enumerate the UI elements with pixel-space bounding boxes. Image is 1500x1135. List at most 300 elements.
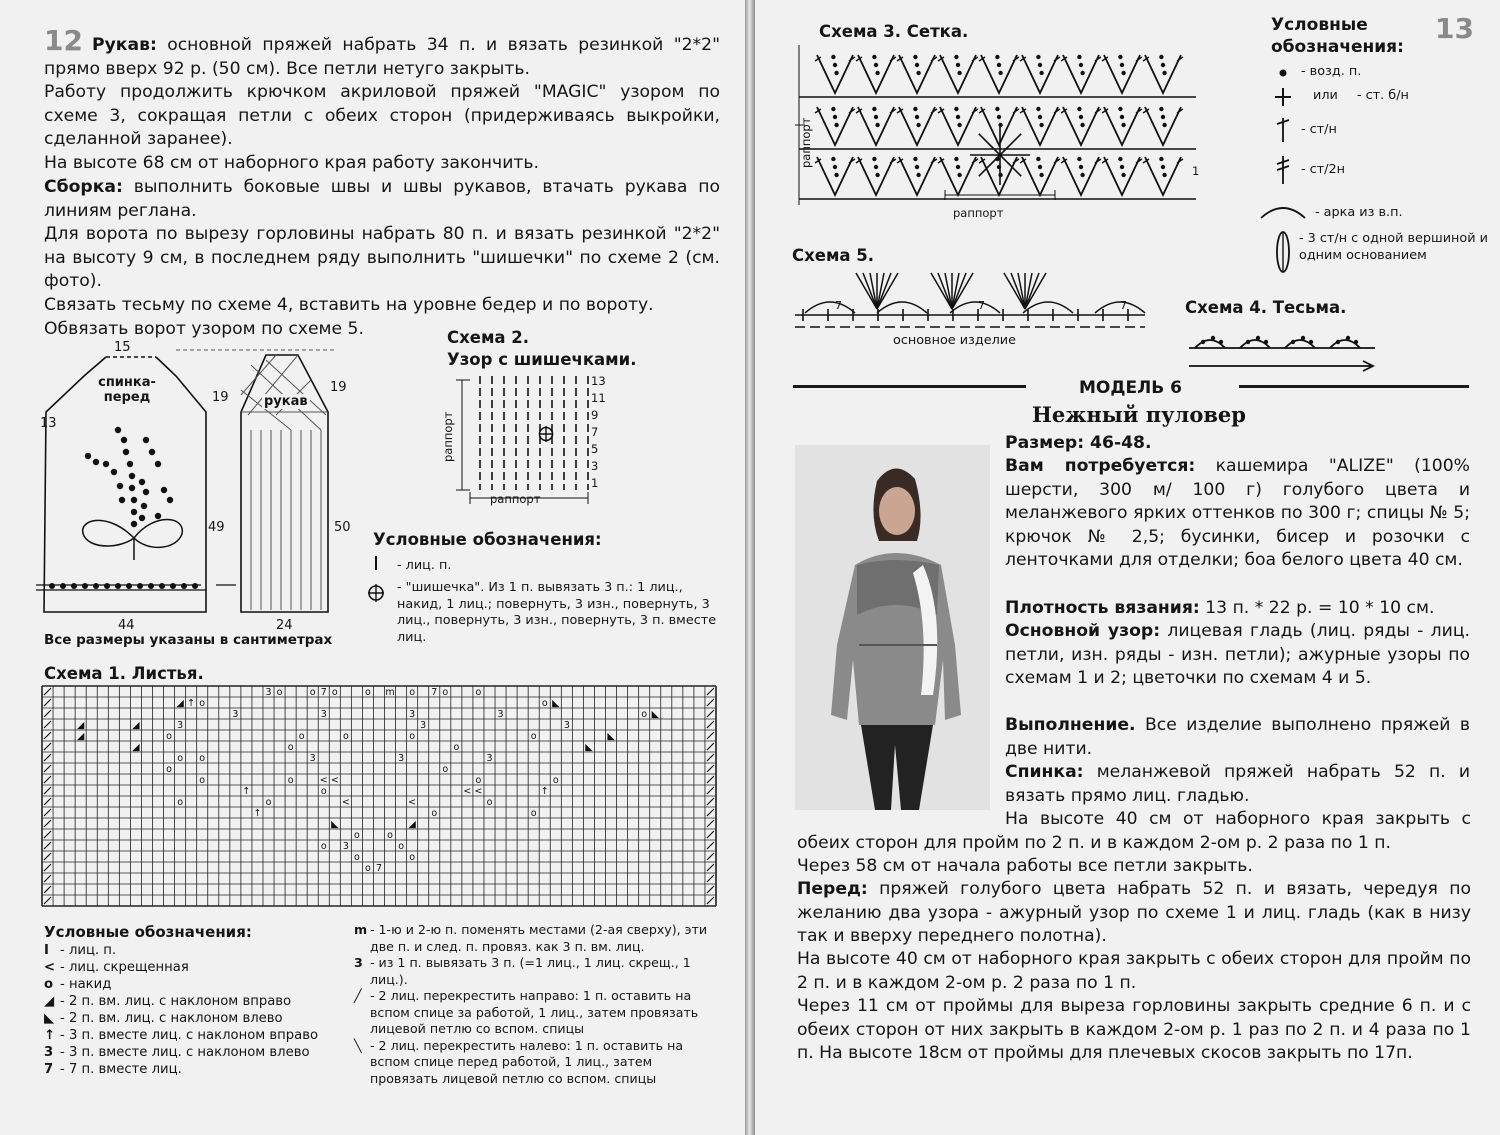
finish-height-paragraph: На высоте 68 см от наборного края работу закончить. bbox=[44, 153, 539, 173]
scheme3-title: Схема 3. Сетка. bbox=[819, 22, 969, 41]
chart-symbol: o bbox=[298, 730, 305, 742]
chain-dot bbox=[913, 157, 917, 161]
chain-dot bbox=[1120, 115, 1124, 119]
chain-dot bbox=[954, 55, 958, 59]
legend-item bbox=[44, 1044, 344, 1061]
legend-text: - 3 п. вместе лиц. с наклоном вправо bbox=[60, 1028, 319, 1043]
chart-symbol: ◢ bbox=[77, 719, 85, 731]
scheme2-rapport-vertical: раппорт bbox=[441, 411, 455, 462]
collar-paragraph: Для ворота по вырезу горловины набрать 80 п. и вязать резинкой "2*2" на высоту 9 см, в последнем ряду выполнить "шишечки" по схеме 2 (см. фото). bbox=[44, 224, 720, 291]
legend-text: - лиц. скрещенная bbox=[60, 960, 189, 975]
execution-heading: Выполнение. bbox=[1005, 715, 1136, 735]
chain-dot bbox=[1162, 71, 1166, 75]
chart-symbol: 7 bbox=[375, 862, 383, 874]
chain-dot bbox=[1036, 55, 1040, 59]
chain-dot bbox=[1079, 63, 1083, 67]
edge-cross-mark bbox=[44, 754, 51, 761]
dim-13: 13 bbox=[40, 416, 57, 431]
back-armhole-paragraph: На высоте 40 см от наборного края закрыть с обеих сторон для пройм по 2 п. и в каждом 2-ом р. 2 раза по 1 п. bbox=[797, 809, 1471, 853]
chain-dot bbox=[1077, 107, 1081, 111]
chart-symbol: o bbox=[265, 796, 272, 808]
chart-symbol: o bbox=[475, 686, 482, 698]
legend-text: - 1-ю и 2-ю п. поменять местами (2-ая сверху), эти две п. и след. п. провяз. как 3 п. вм. лиц. bbox=[370, 922, 708, 954]
chain-dot bbox=[1077, 55, 1081, 59]
cluster-fan-stitch bbox=[1011, 273, 1025, 309]
chain-dot bbox=[833, 63, 837, 67]
chain-dot bbox=[1121, 71, 1125, 75]
chart-symbol: 7 bbox=[431, 686, 438, 698]
legend2-item-bobble: - "шишечка". Из 1 п. вывязать 3 п.: 1 лиц., накид, 1 лиц.; повернуть, 3 изн., повернуть, 3 лиц., повернуть, 3 изн., повернуть, 3 п. вместе лиц. bbox=[397, 580, 717, 645]
materials-paragraph bbox=[1005, 455, 1470, 573]
edge-cross-mark bbox=[44, 699, 51, 706]
crochet-paragraph: Работу продолжить крючком акриловой пряжей "MAGIC" узором по схеме 3, сокращая петли с обеих сторон (придерживаясь выкройки, сделанной заранее). bbox=[44, 82, 720, 149]
chart-symbol: o bbox=[353, 851, 360, 863]
back-text: меланжевой пряжей набрать 52 п. и вязать прямо лиц. гладью. bbox=[1005, 762, 1470, 806]
chain-dot bbox=[916, 123, 920, 127]
chart-symbol: 3 bbox=[232, 708, 239, 720]
chart-symbol: o bbox=[287, 774, 294, 786]
chart-symbol: < bbox=[319, 774, 328, 786]
legend-symbol: I bbox=[44, 943, 49, 958]
legend3-chain: - возд. п. bbox=[1301, 64, 1362, 79]
arch-count: 7 bbox=[835, 299, 842, 312]
label-front: перед bbox=[103, 390, 151, 405]
scheme1-chart bbox=[42, 686, 716, 910]
chain-arch bbox=[1023, 302, 1073, 313]
chain-dot bbox=[997, 115, 1001, 119]
dim-19b: 19 bbox=[330, 380, 347, 395]
scheme2-title: Схема 2. bbox=[447, 328, 530, 347]
chart-symbol: < bbox=[408, 796, 417, 808]
chart-symbol: o bbox=[409, 851, 416, 863]
chain-dot bbox=[1121, 173, 1125, 177]
edge-cross-mark bbox=[44, 743, 51, 750]
scheme2-chart bbox=[440, 370, 610, 510]
edge-cross-mark bbox=[707, 765, 714, 772]
chain-dot bbox=[1039, 71, 1043, 75]
edge-cross-mark bbox=[44, 710, 51, 717]
legend-item bbox=[44, 1010, 344, 1027]
page-number-left: 12 bbox=[44, 24, 83, 57]
sleeve-heading: Рукав: bbox=[92, 35, 157, 55]
legend3-title1: Условные bbox=[1271, 15, 1368, 35]
scheme1-title: Схема 1. Листья. bbox=[44, 664, 204, 683]
scheme4-title: Схема 4. Тесьма. bbox=[1185, 298, 1347, 317]
size-text: Размер: 46-48. bbox=[1005, 433, 1152, 453]
front-armhole-paragraph: На высоте 40 см от наборного края закрыть с обеих сторон для пройм по 2 п. и в каждом 2-ом р. 2 раза по 1 п. bbox=[797, 949, 1471, 993]
chart-symbol: o bbox=[342, 730, 349, 742]
chain-dot bbox=[998, 71, 1002, 75]
chain-dot bbox=[833, 165, 837, 169]
edge-cross-mark bbox=[44, 886, 51, 893]
chain-dot bbox=[1080, 71, 1084, 75]
scheme3-chart bbox=[795, 45, 1235, 220]
edge-cross-mark bbox=[44, 776, 51, 783]
legend-text: - лиц. п. bbox=[60, 943, 117, 958]
pattern-text: лицевая гладь (лиц. ряды - лиц. петли, изн. ряды - изн. петли); ажурные узоры по схемам 1 и 2; цветочки по схемам 4 и 5. bbox=[1005, 621, 1470, 688]
row-3: 3 bbox=[591, 459, 599, 473]
chain-dot bbox=[831, 107, 835, 111]
chain-dot bbox=[1118, 107, 1122, 111]
scheme3-rapport-vertical: раппорт bbox=[799, 117, 813, 168]
chart-symbol: ◢ bbox=[408, 818, 416, 830]
scheme5-title: Схема 5. bbox=[792, 246, 875, 265]
chart-symbol: m bbox=[385, 686, 395, 698]
dim-19a: 19 bbox=[212, 390, 229, 405]
edge-cross-mark bbox=[44, 798, 51, 805]
chain-dot bbox=[1038, 115, 1042, 119]
legend-symbol: 7 bbox=[44, 1062, 54, 1077]
legend-text: - 3 п. вместе лиц. с наклоном влево bbox=[60, 1045, 310, 1060]
dim-24: 24 bbox=[276, 618, 293, 633]
chain-dot bbox=[1162, 123, 1166, 127]
left-page bbox=[0, 0, 745, 1135]
legend-item bbox=[354, 1038, 716, 1088]
chart-symbol: o bbox=[177, 752, 184, 764]
chart-symbol: 3 bbox=[486, 752, 493, 764]
chain-arch bbox=[950, 302, 1000, 313]
edge-cross-mark bbox=[707, 798, 714, 805]
chain-dot bbox=[1159, 157, 1163, 161]
chart-symbol: ↑ bbox=[253, 807, 262, 819]
edge-cross-mark bbox=[707, 754, 714, 761]
chain-dot bbox=[1161, 63, 1165, 67]
legend-text: - из 1 п. вывязать 3 п. (=1 лиц., 1 лиц. скрещ., 1 лиц.). bbox=[370, 955, 691, 987]
legend3-sc: - ст. б/н bbox=[1357, 88, 1409, 103]
chart-symbol: o bbox=[442, 686, 449, 698]
chain-dot bbox=[956, 115, 960, 119]
chain-dot bbox=[1120, 63, 1124, 67]
legend-symbol: ◢ bbox=[44, 994, 55, 1009]
assembly-paragraph bbox=[44, 176, 720, 223]
label-back: спинка- bbox=[98, 375, 156, 390]
legend-text: - 2 лиц. перекрестить направо: 1 п. оставить на вспом спице за работой, 1 лиц., затем провязать лицевой петлю со вспом. спицы bbox=[370, 988, 699, 1036]
edge-cross-mark bbox=[707, 699, 714, 706]
chart-symbol: o bbox=[486, 796, 493, 808]
legend3-dc: - ст/н bbox=[1301, 122, 1337, 137]
chart-symbol: o bbox=[641, 708, 648, 720]
chart-symbol: o bbox=[387, 829, 393, 841]
edge-cross-mark bbox=[44, 842, 51, 849]
scheme4-chart bbox=[1185, 326, 1385, 376]
chain-dot bbox=[997, 63, 1001, 67]
legend-item bbox=[44, 1027, 344, 1044]
chart-symbol: o bbox=[177, 796, 184, 808]
divider-right bbox=[1239, 385, 1469, 388]
chain-dot bbox=[957, 123, 961, 127]
chain-dot bbox=[915, 115, 919, 119]
chain-arch bbox=[877, 302, 927, 313]
sleeve-paragraph bbox=[44, 34, 720, 81]
chain-dot bbox=[913, 55, 917, 59]
legend-item bbox=[354, 922, 716, 955]
legend-item bbox=[44, 959, 344, 976]
chart-symbol: ◣ bbox=[585, 741, 593, 753]
legend1-title: Условные обозначения: bbox=[44, 923, 252, 941]
chain-dot bbox=[1161, 165, 1165, 169]
density-paragraph bbox=[1005, 597, 1470, 621]
edge-cross-mark bbox=[44, 864, 51, 871]
model-number: МОДЕЛЬ 6 bbox=[1079, 378, 1182, 398]
edge-cross-mark bbox=[44, 721, 51, 728]
legend-text: - накид bbox=[60, 977, 112, 992]
label-sleeve: рукав bbox=[264, 394, 308, 409]
edge-cross-mark bbox=[707, 787, 714, 794]
chain-dot bbox=[954, 157, 958, 161]
chain-dot bbox=[1036, 157, 1040, 161]
legend3-cluster: - 3 ст/н с одной вершиной и одним основанием bbox=[1299, 231, 1488, 263]
legend3-or: или bbox=[1313, 88, 1338, 103]
chain-dot bbox=[957, 71, 961, 75]
chart-symbol: o bbox=[552, 774, 559, 786]
chart-symbol: < bbox=[463, 785, 472, 797]
flower-petal bbox=[979, 134, 1000, 155]
chain-dot bbox=[872, 157, 876, 161]
chart-symbol: ◢ bbox=[77, 730, 85, 742]
pattern-outline-drawing bbox=[36, 340, 376, 630]
chain-dot bbox=[1161, 115, 1165, 119]
front-heading: Перед: bbox=[797, 879, 868, 899]
materials-text: кашемира "ALIZE" (100% шерсти, 300 м/ 100 г) голубого цвета и меланжевого ярких оттенков по 300 г; спицы № 5; крючок № 2,5; бусинки, бисер и розочки с ленточками для отделки; боа белого цвета 40 см. bbox=[1005, 456, 1471, 570]
scheme5-chart bbox=[795, 265, 1155, 335]
arch-count: 7 bbox=[978, 299, 985, 312]
edge-cross-mark bbox=[707, 875, 714, 882]
chart-symbol: 3 bbox=[342, 840, 349, 852]
chart-symbol: o bbox=[320, 785, 327, 797]
chain-dot bbox=[916, 173, 920, 177]
chart-symbol: 3 bbox=[563, 719, 570, 731]
arch-count: 7 bbox=[1120, 299, 1127, 312]
model-photo bbox=[795, 445, 990, 810]
chart-symbol: o bbox=[365, 862, 371, 874]
chain-dot bbox=[875, 123, 879, 127]
legend1-col1 bbox=[44, 942, 344, 1078]
legend-symbol: o bbox=[44, 977, 54, 992]
chain-dot bbox=[834, 71, 838, 75]
edge-paragraph: Обвязать ворот узором по схеме 5. bbox=[44, 319, 364, 339]
chart-symbol: 3 bbox=[309, 752, 316, 764]
legend-item bbox=[44, 942, 344, 959]
legend2-title: Условные обозначения: bbox=[373, 530, 602, 549]
chain-dot bbox=[833, 115, 837, 119]
chart-symbol: ◢ bbox=[132, 719, 140, 731]
chain-dot bbox=[915, 165, 919, 169]
sleeve-text: основной пряжей набрать 34 п. и вязать резинкой "2*2" прямо вверх 92 р. (50 см). Все петли нетуго закрыть. bbox=[44, 35, 720, 79]
scheme3-rapport-horizontal: раппорт bbox=[953, 206, 1004, 220]
chain-dot bbox=[1079, 115, 1083, 119]
chart-symbol: o bbox=[398, 840, 405, 852]
chain-dot bbox=[1159, 107, 1163, 111]
chain-dot bbox=[1118, 157, 1122, 161]
scheme3-row1: 1 bbox=[1192, 164, 1200, 178]
legend-text: - 2 п. вм. лиц. с наклоном влево bbox=[60, 1011, 283, 1026]
model-title: Нежный пуловер bbox=[1032, 402, 1246, 427]
legend-symbol: < bbox=[44, 960, 56, 975]
chart-symbol: o bbox=[276, 686, 283, 698]
legend3-tr: - ст/2н bbox=[1301, 162, 1345, 177]
scheme2-subtitle: Узор с шишечками. bbox=[447, 350, 637, 369]
chain-dot bbox=[1036, 107, 1040, 111]
chain-dot bbox=[995, 107, 999, 111]
chart-symbol: ◣ bbox=[331, 818, 339, 830]
chain-dot bbox=[1079, 165, 1083, 169]
row-1: 1 bbox=[591, 476, 599, 490]
legend-item bbox=[44, 1061, 344, 1078]
chart-symbol: ↑ bbox=[242, 785, 251, 797]
legend-symbol: 3 bbox=[44, 1045, 54, 1060]
back-paragraph bbox=[1005, 761, 1470, 808]
chart-symbol: 3 bbox=[265, 686, 272, 698]
chart-symbol: o bbox=[287, 741, 294, 753]
edge-cross-mark bbox=[707, 809, 714, 816]
dim-15: 15 bbox=[114, 340, 131, 355]
legend-symbol: ╱ bbox=[354, 988, 362, 1003]
front-neck-paragraph: Через 11 см от проймы для выреза горловины закрыть средние 6 п. и с обеих сторон от них закрыть в каждом 2-ом р. 1 раз по 2 п. и 4 раза по 1 п. На высоте 18см от проймы для плечевых скосов закрыть по 17п. bbox=[797, 996, 1471, 1063]
chain-dot bbox=[956, 63, 960, 67]
chart-symbol: o bbox=[530, 730, 537, 742]
chain-dot bbox=[1162, 173, 1166, 177]
right-page bbox=[755, 0, 1500, 1135]
legend-text: - 2 п. вм. лиц. с наклоном вправо bbox=[60, 994, 292, 1009]
edge-cross-mark bbox=[707, 886, 714, 893]
chart-symbol: o bbox=[166, 730, 172, 742]
scheme2-row-numbers bbox=[591, 373, 606, 492]
row-5: 5 bbox=[591, 442, 599, 456]
edge-cross-mark bbox=[44, 820, 51, 827]
legend-symbol: ↑ bbox=[44, 1028, 56, 1043]
page-number-right: 13 bbox=[1435, 12, 1474, 45]
pattern-heading: Основной узор: bbox=[1005, 621, 1161, 641]
edge-cross-mark bbox=[44, 732, 51, 739]
photo-figure bbox=[795, 445, 990, 810]
chart-symbol: ◢ bbox=[132, 741, 140, 753]
chart-symbol: 7 bbox=[320, 686, 327, 698]
chart-symbol: o bbox=[409, 730, 416, 742]
edge-cross-mark bbox=[707, 831, 714, 838]
legend-text: - 2 лиц. перекрестить налево: 1 п. оставить на вспом спице перед работой, 1 лиц., затем провязать лицевой петлю со вспом. спицы bbox=[370, 1037, 684, 1086]
edge-cross-mark bbox=[44, 765, 51, 772]
legend-symbol: ◣ bbox=[44, 1011, 55, 1026]
cluster-fan-stitch bbox=[938, 273, 952, 309]
edge-cross-mark bbox=[707, 743, 714, 750]
chain-dot bbox=[834, 123, 838, 127]
chain-dot bbox=[872, 55, 876, 59]
chart-symbol: 3 bbox=[177, 719, 184, 731]
chart-symbol: o bbox=[409, 686, 416, 698]
edge-cross-mark bbox=[707, 864, 714, 871]
legend1-col2 bbox=[354, 922, 716, 1087]
book-gutter bbox=[745, 0, 755, 1135]
edge-cross-mark bbox=[707, 710, 714, 717]
chart-symbol: o bbox=[431, 807, 438, 819]
chart-symbol: o bbox=[353, 829, 360, 841]
chain-dot bbox=[1039, 123, 1043, 127]
dim-49: 49 bbox=[208, 520, 225, 535]
chart-symbol: ◣ bbox=[607, 730, 615, 742]
chart-symbol: ↑ bbox=[540, 785, 549, 797]
edge-cross-mark bbox=[707, 853, 714, 860]
chain-dot bbox=[834, 173, 838, 177]
chain-dot bbox=[995, 55, 999, 59]
row-11: 11 bbox=[591, 391, 606, 405]
size-line bbox=[1005, 432, 1470, 456]
chain-dot bbox=[874, 63, 878, 67]
chart-symbol: o bbox=[365, 686, 371, 698]
dim-44: 44 bbox=[118, 618, 135, 633]
chain-dot bbox=[831, 157, 835, 161]
dim-50: 50 bbox=[334, 520, 351, 535]
chain-dot bbox=[1039, 173, 1043, 177]
row-9: 9 bbox=[591, 408, 599, 422]
chain-dot bbox=[831, 55, 835, 59]
legend-item bbox=[44, 976, 344, 993]
chain-dot bbox=[915, 63, 919, 67]
chart-symbol: 3 bbox=[409, 708, 416, 720]
chain-dot bbox=[875, 173, 879, 177]
chart-symbol: 3 bbox=[398, 752, 405, 764]
chain-dot bbox=[1080, 123, 1084, 127]
chain-dot bbox=[1120, 165, 1124, 169]
chain-dot bbox=[1121, 123, 1125, 127]
chart-symbol: ◣ bbox=[552, 697, 560, 709]
edge-cross-mark bbox=[707, 842, 714, 849]
size-note: Все размеры указаны в сантиметрах bbox=[44, 632, 333, 648]
chart-symbol: o bbox=[166, 763, 172, 775]
chain-dot bbox=[874, 165, 878, 169]
assembly-text: выполнить боковые швы и швы рукавов, втачать рукава по линиям реглана. bbox=[44, 177, 720, 221]
chart-symbol: < bbox=[341, 796, 350, 808]
edge-cross-mark bbox=[707, 721, 714, 728]
execution-text: Все изделие выполнено пряжей в две нити. bbox=[1005, 715, 1470, 759]
row-7: 7 bbox=[591, 425, 599, 439]
chain-dot bbox=[1038, 63, 1042, 67]
legend-symbol: 3 bbox=[354, 955, 363, 970]
chart-symbol: o bbox=[453, 741, 460, 753]
chart-symbol: o bbox=[320, 840, 327, 852]
chain-dot bbox=[875, 71, 879, 75]
scheme2-rapport-horizontal: раппорт bbox=[490, 492, 541, 506]
legend-item bbox=[44, 993, 344, 1010]
chart-symbol: < bbox=[474, 785, 483, 797]
chain-arch bbox=[805, 302, 855, 313]
chart-symbol: o bbox=[199, 752, 206, 764]
chart-symbol: < bbox=[330, 774, 339, 786]
legend3-title2: обозначения: bbox=[1271, 37, 1404, 57]
chain-dot bbox=[916, 71, 920, 75]
legend-text: - 7 п. вместе лиц. bbox=[60, 1062, 182, 1077]
edge-cross-mark bbox=[44, 787, 51, 794]
edge-cross-mark bbox=[44, 853, 51, 860]
chain-dot bbox=[1077, 157, 1081, 161]
chart-symbol: o bbox=[442, 763, 449, 775]
edge-cross-mark bbox=[44, 875, 51, 882]
flower-petal bbox=[1000, 155, 1021, 176]
execution-paragraph bbox=[1005, 714, 1470, 761]
chart-symbol: ◣ bbox=[651, 708, 659, 720]
front-paragraph bbox=[797, 878, 1471, 949]
edge-cross-mark bbox=[707, 732, 714, 739]
edge-cross-mark bbox=[707, 776, 714, 783]
legend3-arch: - арка из в.п. bbox=[1315, 205, 1403, 220]
chart-symbol: o bbox=[199, 697, 206, 709]
cluster-fan-stitch bbox=[863, 273, 877, 309]
scheme5-base-label: основное изделие bbox=[893, 333, 1016, 348]
chart-symbol: o bbox=[199, 774, 206, 786]
back-close-paragraph: Через 58 см от начала работы все петли закрыть. bbox=[797, 856, 1253, 876]
chain-dot bbox=[1080, 173, 1084, 177]
density-text: 13 п. * 22 р. = 10 * 10 см. bbox=[1199, 598, 1435, 618]
braid-paragraph: Связать тесьму по схеме 4, вставить на уровне бедер и по вороту. bbox=[44, 295, 654, 315]
